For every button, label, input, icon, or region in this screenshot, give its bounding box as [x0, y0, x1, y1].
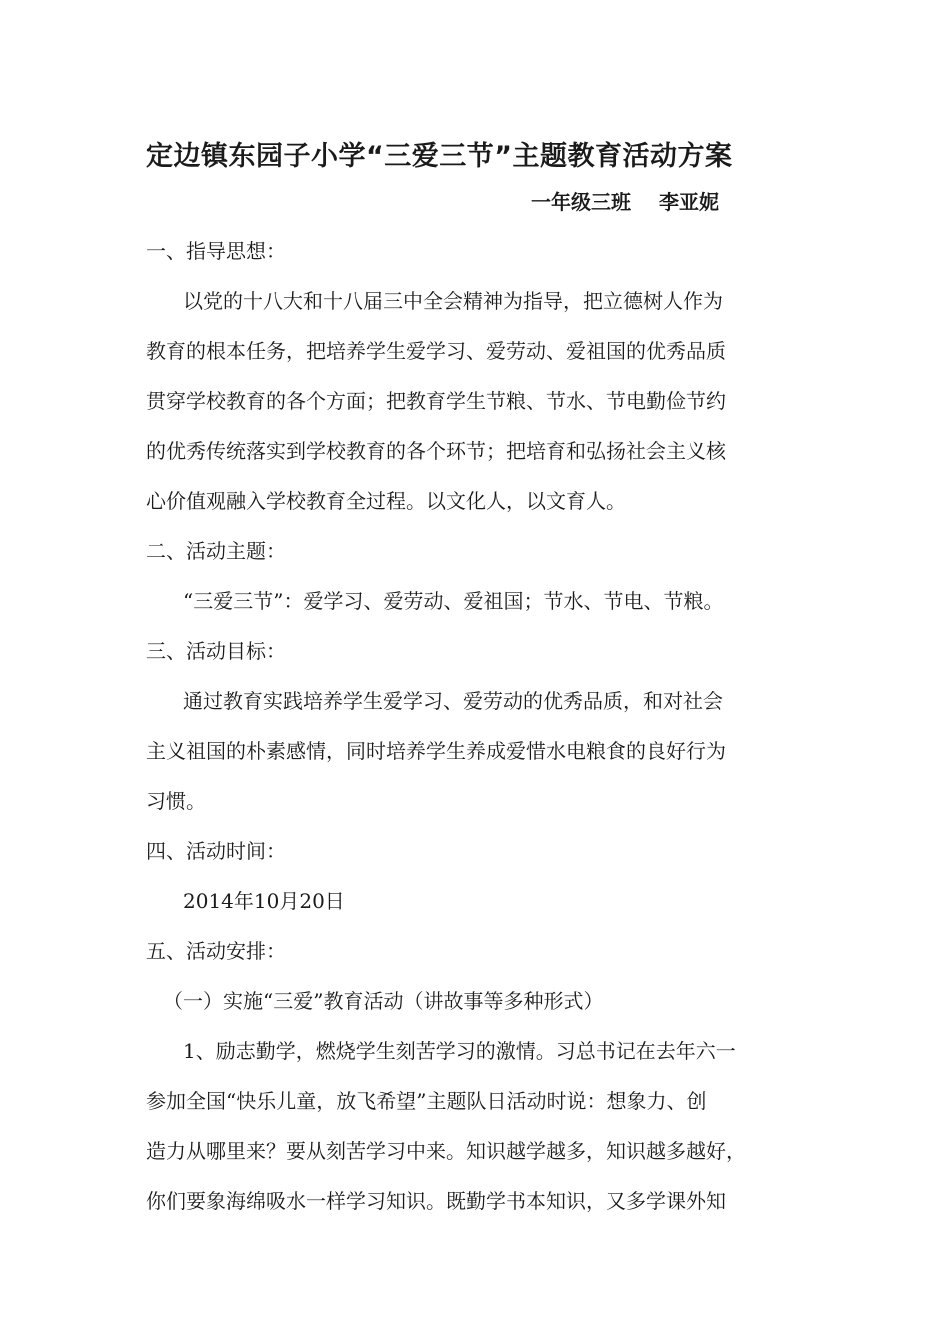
heading-activity-time: 四、活动时间：	[146, 839, 286, 863]
author-name: 李亚妮	[659, 190, 719, 214]
paragraph-line: 的优秀传统落实到学校教育的各个环节；把培育和弘扬社会主义核	[146, 439, 726, 463]
heading-guiding-ideology: 一、指导思想：	[146, 239, 286, 263]
paragraph-line: 通过教育实践培养学生爱学习、爱劳动的优秀品质，和对社会	[183, 689, 723, 713]
heading-activity-goals: 三、活动目标：	[146, 639, 286, 663]
subheading-three-loves: （一）实施“三爱”教育活动（讲故事等多种形式）	[163, 989, 604, 1013]
paragraph-line: 参加全国“快乐儿童，放飞希望”主题队日活动时说：想象力、创	[146, 1089, 707, 1113]
paragraph-line: 贯穿学校教育的各个方面；把教育学生节粮、节水、节电勤俭节约	[146, 389, 726, 413]
paragraph-line: “三爱三节”：爱学习、爱劳动、爱祖国；节水、节电、节粮。	[183, 589, 724, 613]
paragraph-line: 1、励志勤学，燃烧学生刻苦学习的激情。习总书记在去年六一	[183, 1039, 736, 1063]
paragraph-line: 教育的根本任务，把培养学生爱学习、爱劳动、爱祖国的优秀品质	[146, 339, 726, 363]
author-class: 一年级三班	[531, 190, 631, 214]
heading-activity-arrangement: 五、活动安排：	[146, 939, 286, 963]
paragraph-line: 主义祖国的朴素感情，同时培养学生养成爱惜水电粮食的良好行为	[146, 739, 726, 763]
paragraph-line: 心价值观融入学校教育全过程。以文化人，以文育人。	[146, 489, 626, 513]
paragraph-line: 以党的十八大和十八届三中全会精神为指导，把立德树人作为	[183, 289, 723, 313]
paragraph-line: 你们要象海绵吸水一样学习知识。既勤学书本知识，又多学课外知	[146, 1189, 726, 1213]
author-line	[531, 186, 719, 215]
document-title: 定边镇东园子小学“三爱三节”主题教育活动方案	[146, 141, 733, 172]
paragraph-line: 2014年10月20日	[183, 889, 345, 913]
paragraph-line: 造力从哪里来？要从刻苦学习中来。知识越学越多，知识越多越好，	[146, 1139, 746, 1163]
paragraph-line: 习惯。	[146, 789, 206, 813]
heading-activity-theme: 二、活动主题：	[146, 539, 286, 563]
